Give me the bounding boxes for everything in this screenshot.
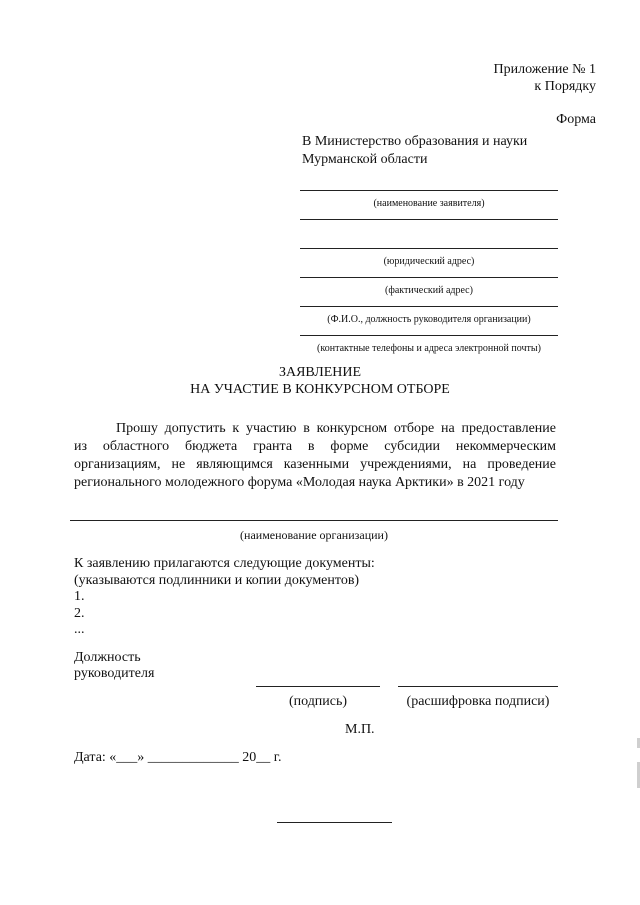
signature-line [256,686,380,687]
addressee-line-1: В Министерство образования и науки [302,134,528,149]
contacts-caption: (контактные телефоны и адреса электронной почты) [317,343,541,354]
position-label-2: руководителя [74,666,155,681]
organization-line [70,520,558,521]
legal-address-caption: (юридический адрес) [383,256,475,267]
body-line-4: регионального молодежного форума «Молодая наука Арктики» в 2021 году [74,475,525,490]
organization-caption: (наименование организации) [240,528,388,542]
applicant-name-line-2 [300,219,558,220]
document-title: ЗАЯВЛЕНИЕ [278,365,362,380]
attachment-item-1: 1. [74,589,85,604]
footer-line [277,822,392,823]
body-line-3: организациям, не являющимся казенными учреждениями, на проведение [74,457,556,472]
applicant-name-caption: (наименование заявителя) [373,198,485,209]
attachments-intro: К заявлению прилагаются следующие документы: [74,556,375,571]
date-field: Дата: «___» _____________ 20__ г. [74,750,282,765]
body-line-1: Прошу допустить к участию в конкурсном отборе на предоставление [116,421,556,436]
body-line-2: из областного бюджета гранта в форме субсидии некоммерческим [74,439,556,454]
attachments-note: (указываются подлинники и копии документов) [74,573,360,588]
decryption-caption: (расшифровка подписи) [406,694,550,709]
actual-address-caption: (фактический адрес) [385,285,473,296]
seal-mark: М.П. [345,722,375,737]
applicant-name-line [300,190,558,191]
appendix-reference: к Порядку [534,79,596,94]
document-subtitle: НА УЧАСТИЕ В КОНКУРСНОМ ОТБОРЕ [190,382,450,397]
legal-address-line [300,248,558,249]
actual-address-line [300,277,558,278]
addressee-line-2: Мурманской области [302,152,428,167]
form-label: Форма [556,112,596,127]
signature-caption: (подпись) [288,694,348,709]
decryption-line [398,686,558,687]
head-line [300,306,558,307]
head-caption: (Ф.И.О., должность руководителя организации) [327,314,531,325]
position-label-1: Должность [74,650,141,665]
attachment-item-2: 2. [74,606,85,621]
attachment-item-more: ... [74,622,85,637]
appendix-number: Приложение № 1 [493,62,596,77]
contacts-line [300,335,558,336]
